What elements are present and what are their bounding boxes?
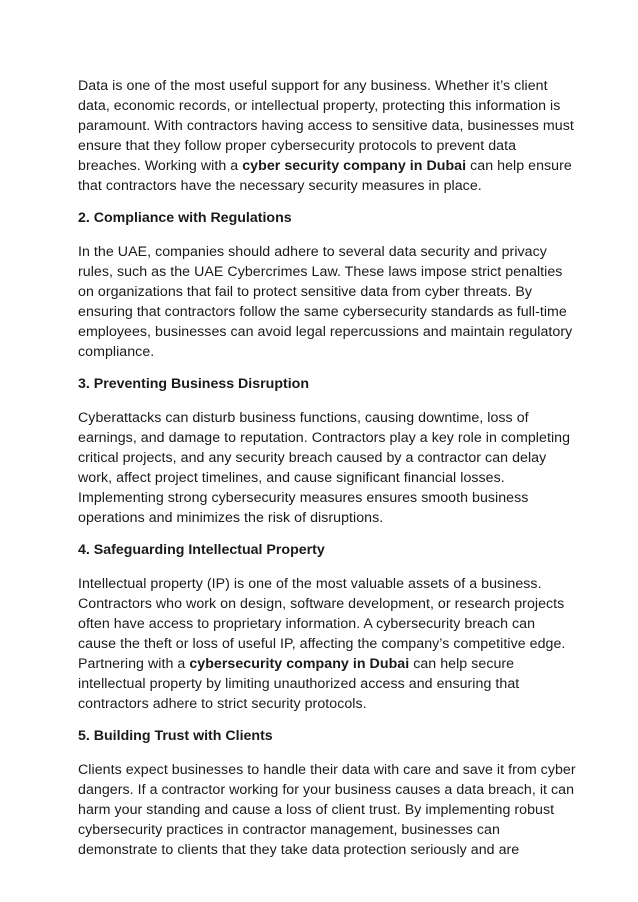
section-4-text-before: Intellectual property (IP) is one of the most valuable assets of a business. Contractors who work on design, software development, or research projects often have access to proprietary information. A cybersecurity breach can cause the theft or loss of useful IP, affecting the company’s competitive edge. Partnering with a bbox=[78, 576, 566, 672]
section-5-paragraph: Clients expect businesses to handle their data with care and save it from cyber dangers. If a contractor working for your business causes a data breach, it can harm your standing and cause a loss of client trust. By implementing robust cybersecurity practices in contractor management, businesses can demonstrate to clients that they take data protection seriously and are bbox=[78, 762, 576, 858]
intro-text-before: Data is one of the most useful support for any business. Whether it’s client data, economic records, or intellectual property, protecting this information is paramount. With contractors having access to sensitive data, businesses must ensure that they follow proper cybersecurity protocols to prevent data breaches. Working with a bbox=[78, 78, 574, 174]
intro-text-after: can help ensure that contractors have the necessary security measures in place. bbox=[78, 158, 572, 194]
section-5-heading: 5. Building Trust with Clients bbox=[78, 728, 273, 744]
section-4-text-after: can help secure intellectual property by limiting unauthorized access and ensuring that contractors adhere to strict security protocols. bbox=[78, 656, 520, 712]
section-4-heading: 4. Safeguarding Intellectual Property bbox=[78, 542, 325, 558]
section-4-bold-phrase: cybersecurity company in Dubai bbox=[189, 656, 410, 672]
intro-paragraph bbox=[78, 76, 576, 196]
section-2-heading: 2. Compliance with Regulations bbox=[78, 210, 292, 226]
section-2-paragraph: In the UAE, companies should adhere to several data security and privacy rules, such as the UAE Cybercrimes Law. These laws impose strict penalties on organizations that fail to protect sensitive data from cyber threats. By ensuring that contractors follow the same cybersecurity standards as full-time employees, businesses can avoid legal repercussions and maintain regulatory compliance. bbox=[78, 244, 573, 360]
section-3-paragraph: Cyberattacks can disturb business functions, causing downtime, loss of earnings, and damage to reputation. Contractors play a key role in completing critical projects, and any security breach caused by a contractor can delay work, affect project timelines, and cause significant financial losses. Implementing strong cybersecurity measures ensures smooth business operations and minimizes the risk of disruptions. bbox=[78, 410, 571, 526]
intro-bold-phrase: cyber security company in Dubai bbox=[242, 158, 467, 174]
section-4-paragraph bbox=[78, 574, 576, 714]
section-3-heading: 3. Preventing Business Disruption bbox=[78, 376, 309, 392]
